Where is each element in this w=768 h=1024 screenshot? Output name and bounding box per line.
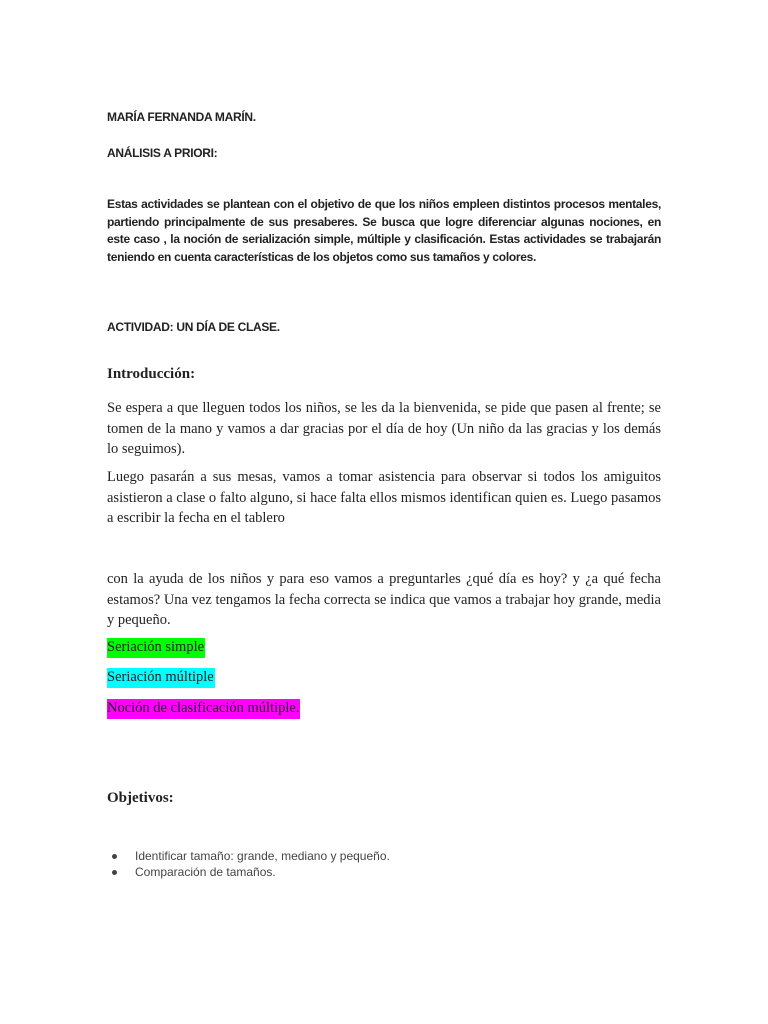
objective-text: Comparación de tamaños. [135, 865, 276, 879]
activity-heading: ACTIVIDAD: UN DÍA DE CLASE. [107, 320, 280, 334]
bullet-icon [112, 854, 117, 859]
objectives-heading: Objetivos: [107, 790, 174, 806]
introduction-paragraph-3: con la ayuda de los niños y para eso vamos a preguntarles ¿qué día es hoy? y ¿a qué fecha estamos? Una vez tengamos la fecha correcta se indica que vamos a trabajar hoy grande, media y pequeño. [107, 571, 661, 628]
introduction-paragraph-2: Luego pasarán a sus mesas, vamos a tomar asistencia para observar si todos los amiguitos asistieron a clase o falto alguno, si hace falta ellos mismos identifican quien es. Luego pasamos a escribir la fecha en el tablero [107, 469, 661, 526]
analysis-paragraph: Estas actividades se plantean con el objetivo de que los niños empleen distintos procesos mentales, partiendo principalmente de sus presaberes. Se busca que logre diferenciar algunas nociones, en este caso , la noción de serialización simple, múltiple y clasificación. Estas actividades se trabajarán teniendo en cuenta características de los objetos como sus tamaños y colores. [107, 197, 661, 264]
introduction-heading: Introducción: [107, 366, 196, 382]
list-item [108, 848, 390, 864]
highlight-simple-seriation: Seriación simple [107, 638, 205, 658]
author-name: MARÍA FERNANDA MARÍN. [107, 110, 256, 124]
objectives-list [108, 848, 390, 880]
bullet-icon [112, 870, 117, 875]
highlight-multiple-classification: Noción de clasificación múltiple. [107, 699, 300, 719]
highlight-multiple-seriation: Seriación múltiple [107, 668, 215, 688]
list-item [108, 864, 390, 880]
introduction-paragraph-1: Se espera a que lleguen todos los niños, se les da la bienvenida, se pide que pasen al frente; se tomen de la mano y vamos a dar gracias por el día de hoy (Un niño da las gracias y los demás lo seguimos). [107, 400, 661, 457]
objective-text: Identificar tamaño: grande, mediano y pequeño. [135, 849, 390, 863]
analysis-heading: ANÁLISIS A PRIORI: [107, 146, 218, 160]
